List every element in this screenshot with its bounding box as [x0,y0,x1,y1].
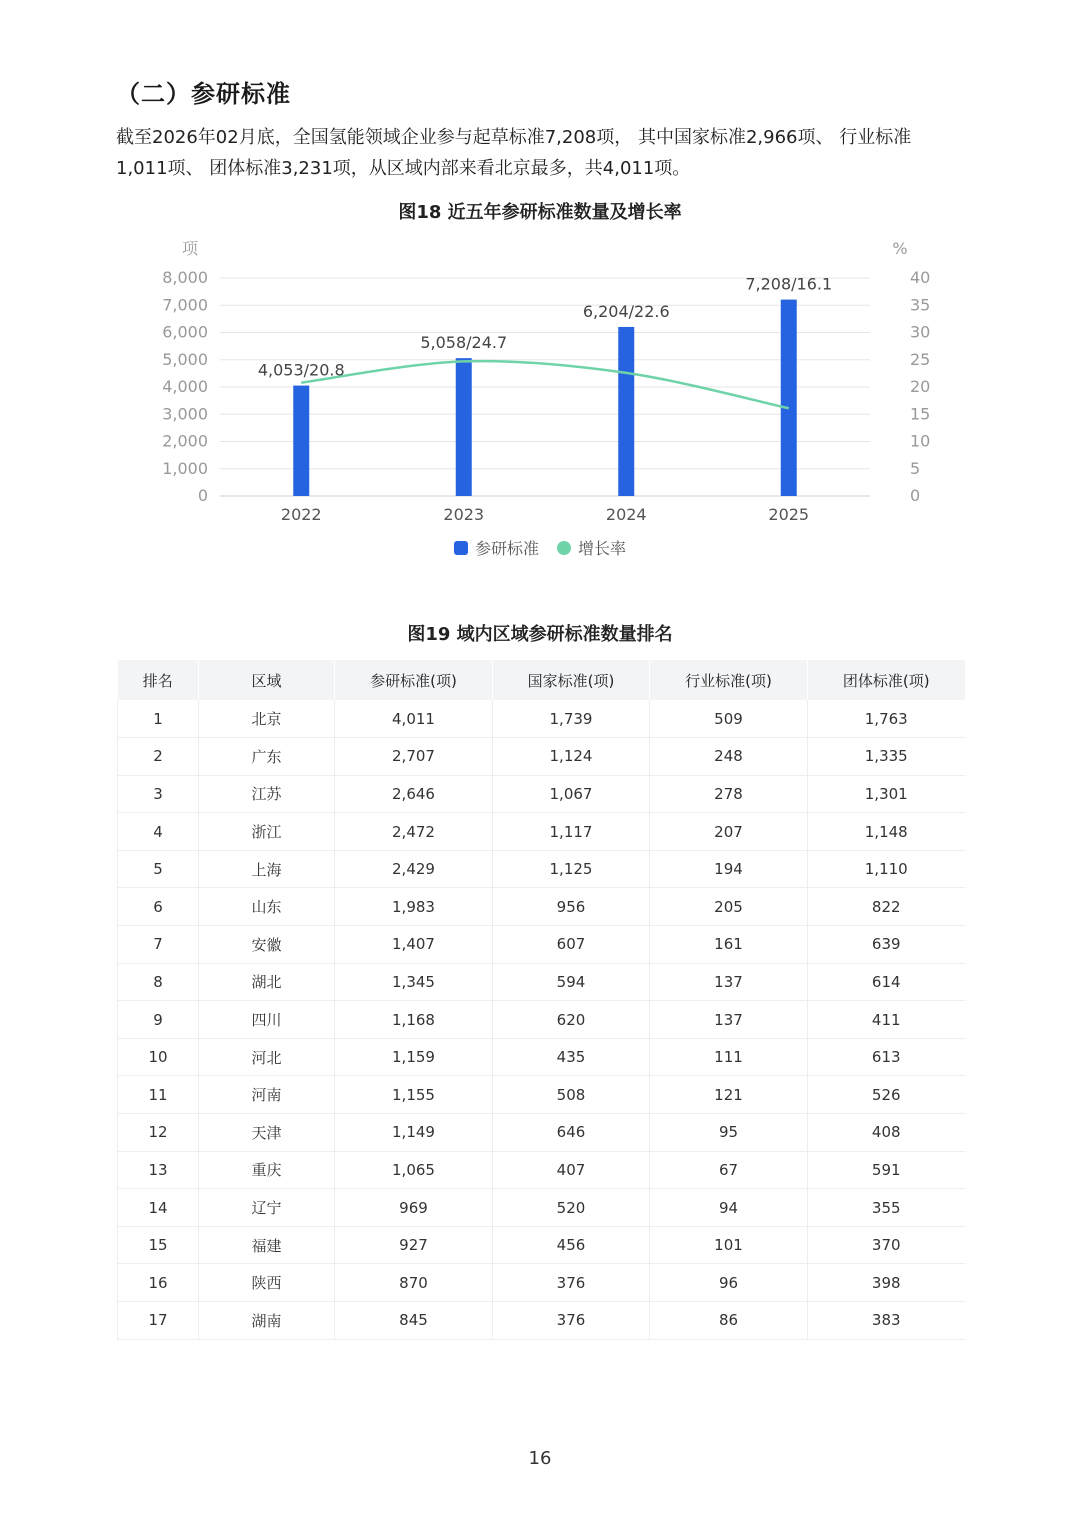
y-left-tick-label: 7,000 [162,295,208,315]
table-cell: 111 [650,1038,808,1076]
table-cell: 8 [118,963,199,1001]
table-cell: 15 [118,1226,199,1264]
table-cell: 11 [118,1076,199,1114]
table-cell: 上海 [199,850,335,888]
table-cell: 1,124 [493,738,650,776]
table-cell: 1,407 [335,926,493,964]
table-cell: 12 [118,1114,199,1152]
table-cell: 520 [493,1189,650,1227]
table-cell: 1 [118,700,199,738]
table-cell: 205 [650,888,808,926]
table-row [118,963,965,1001]
table-cell: 湖北 [199,963,335,1001]
table-cell: 10 [118,1038,199,1076]
table-row [118,775,965,813]
table-cell: 2,707 [335,738,493,776]
table-cell: 86 [650,1302,808,1340]
bar [781,300,797,496]
table-cell: 4 [118,813,199,851]
table-cell: 16 [118,1264,199,1302]
table-cell: 1,110 [808,850,965,888]
table-cell: 94 [650,1189,808,1227]
table-cell: 1,125 [493,850,650,888]
table-cell: 2,472 [335,813,493,851]
table-cell: 7 [118,926,199,964]
y-right-unit: % [892,239,908,258]
legend-swatch-line [557,541,571,555]
table-cell: 1,983 [335,888,493,926]
table-cell: 14 [118,1189,199,1227]
table-cell: 辽宁 [199,1189,335,1227]
table-cell: 591 [808,1151,965,1189]
x-tick-label: 2025 [768,505,810,524]
y-right-tick-label: 25 [910,349,930,369]
table-cell: 435 [493,1038,650,1076]
table-body [118,700,965,1339]
table-cell: 121 [650,1076,808,1114]
table-cell: 398 [808,1264,965,1302]
y-left-tick-label: 0 [197,486,208,505]
table-cell: 山东 [199,888,335,926]
x-tick-label: 2022 [280,505,322,524]
table-cell: 4,011 [335,700,493,738]
table-cell: 278 [650,775,808,813]
y-left-tick-label: 4,000 [162,377,208,396]
y-left-unit: 项 [181,239,199,258]
table-cell: 浙江 [199,813,335,851]
table-row [118,1076,965,1114]
table-cell: 927 [335,1226,493,1264]
table-cell: 河北 [199,1038,335,1076]
table-cell: 1,301 [808,775,965,813]
table-cell: 天津 [199,1114,335,1152]
table-cell: 95 [650,1114,808,1152]
y-right-tick-label: 40 [910,268,930,287]
table-cell: 1,065 [335,1151,493,1189]
table-cell: 96 [650,1264,808,1302]
table-cell: 194 [650,850,808,888]
data-label: 6,204/22.6 [582,301,670,321]
table-cell: 1,149 [335,1114,493,1152]
table-row [118,1302,965,1340]
table-cell: 广东 [199,738,335,776]
table-cell: 248 [650,738,808,776]
table-cell: 1,345 [335,963,493,1001]
column-header: 区域 [199,660,335,700]
x-tick-label: 2023 [443,505,485,524]
standards-bar-line-chart [150,232,930,572]
table-row [118,1189,965,1227]
table-row [118,1226,965,1264]
table-cell: 613 [808,1038,965,1076]
column-header: 参研标准(项) [335,660,493,700]
table-row [118,1114,965,1152]
table-cell: 407 [493,1151,650,1189]
table-cell: 陕西 [199,1264,335,1302]
table-cell: 411 [808,1001,965,1039]
table-row [118,1038,965,1076]
table-cell: 2,646 [335,775,493,813]
table-cell: 13 [118,1151,199,1189]
column-header: 团体标准(项) [808,660,965,700]
table-cell: 969 [335,1189,493,1227]
table-row [118,926,965,964]
y-right-tick-label: 15 [910,404,930,424]
table-row [118,1264,965,1302]
ranking-table [117,660,965,1340]
table-row [118,813,965,851]
y-left-tick-label: 1,000 [162,458,208,478]
table-cell: 3 [118,775,199,813]
x-tick-label: 2024 [605,505,647,524]
column-header: 排名 [118,660,199,700]
table-cell: 四川 [199,1001,335,1039]
bar [293,386,309,496]
table-cell: 383 [808,1302,965,1340]
table-cell: 1,148 [808,813,965,851]
table-cell: 1,159 [335,1038,493,1076]
table-cell: 639 [808,926,965,964]
y-left-tick-label: 3,000 [162,404,208,424]
y-right-tick-label: 20 [910,377,930,396]
y-right-tick-label: 30 [910,322,930,342]
y-left-tick-label: 5,000 [162,349,208,369]
table-cell: 1,335 [808,738,965,776]
table-cell: 1,763 [808,700,965,738]
table-cell: 1,117 [493,813,650,851]
y-right-tick-label: 0 [910,486,921,505]
table-cell: 安徽 [199,926,335,964]
legend-swatch-bar [454,541,468,555]
table-cell: 594 [493,963,650,1001]
table-cell: 370 [808,1226,965,1264]
table-row [118,738,965,776]
table-cell: 福建 [199,1226,335,1264]
table-cell: 526 [808,1076,965,1114]
y-right-tick-label: 35 [910,295,930,315]
table-row [118,850,965,888]
table-cell: 江苏 [199,775,335,813]
table-cell: 620 [493,1001,650,1039]
table-cell: 1,067 [493,775,650,813]
page-number: 16 [528,1448,552,1469]
table-cell: 1,155 [335,1076,493,1114]
table-cell: 17 [118,1302,199,1340]
table-cell: 376 [493,1264,650,1302]
y-right-tick-label: 5 [910,458,921,478]
table-cell: 重庆 [199,1151,335,1189]
column-header: 国家标准(项) [493,660,650,700]
table-cell: 508 [493,1076,650,1114]
y-right-tick-label: 10 [910,431,930,451]
table-cell: 956 [493,888,650,926]
table-cell: 376 [493,1302,650,1340]
table-cell: 161 [650,926,808,964]
growth-rate-line [301,361,789,408]
data-label: 4,053/20.8 [257,360,345,380]
table-cell: 456 [493,1226,650,1264]
figure-19-title: 图19 域内区域参研标准数量排名 [407,624,673,645]
table-cell: 9 [118,1001,199,1039]
data-label: 7,208/16.1 [745,274,833,294]
table-cell: 2,429 [335,850,493,888]
table-header-row [118,660,965,700]
y-left-tick-label: 8,000 [162,268,208,287]
bar [456,358,472,496]
table-cell: 2 [118,738,199,776]
table-cell: 607 [493,926,650,964]
legend-label-bar: 参研标准 [475,539,540,558]
table-cell: 822 [808,888,965,926]
table-cell: 870 [335,1264,493,1302]
column-header: 行业标准(项) [650,660,808,700]
table-cell: 1,168 [335,1001,493,1039]
table-cell: 845 [335,1302,493,1340]
table-cell: 5 [118,850,199,888]
table-cell: 614 [808,963,965,1001]
table-cell: 6 [118,888,199,926]
figure-18-title: 图18 近五年参研标准数量及增长率 [398,202,682,223]
table-cell: 湖南 [199,1302,335,1340]
summary-paragraph: 截至2026年02月底，全国氢能领域企业参与起草标准7,208项， 其中国家标准2,966项、 行业标准1,011项、 团体标准3,231项，从区域内部来看北京最多，共4,011项。 [116,127,912,179]
table-row [118,1001,965,1039]
table-cell: 355 [808,1189,965,1227]
section-title: （二）参研标准 [116,80,291,108]
table-row [118,1151,965,1189]
table-cell: 1,739 [493,700,650,738]
table-cell: 137 [650,1001,808,1039]
table-cell: 509 [650,700,808,738]
table-cell: 101 [650,1226,808,1264]
table-cell: 646 [493,1114,650,1152]
table-cell: 137 [650,963,808,1001]
bar [618,327,634,496]
data-label: 5,058/24.7 [420,333,508,353]
table-cell: 67 [650,1151,808,1189]
table-cell: 207 [650,813,808,851]
ranking-table-container [117,660,964,1340]
table-cell: 河南 [199,1076,335,1114]
y-left-tick-label: 6,000 [162,322,208,342]
table-row [118,700,965,738]
table-cell: 北京 [199,700,335,738]
table-cell: 408 [808,1114,965,1152]
table-row [118,888,965,926]
y-left-tick-label: 2,000 [162,431,208,451]
legend-label-line: 增长率 [578,539,627,558]
